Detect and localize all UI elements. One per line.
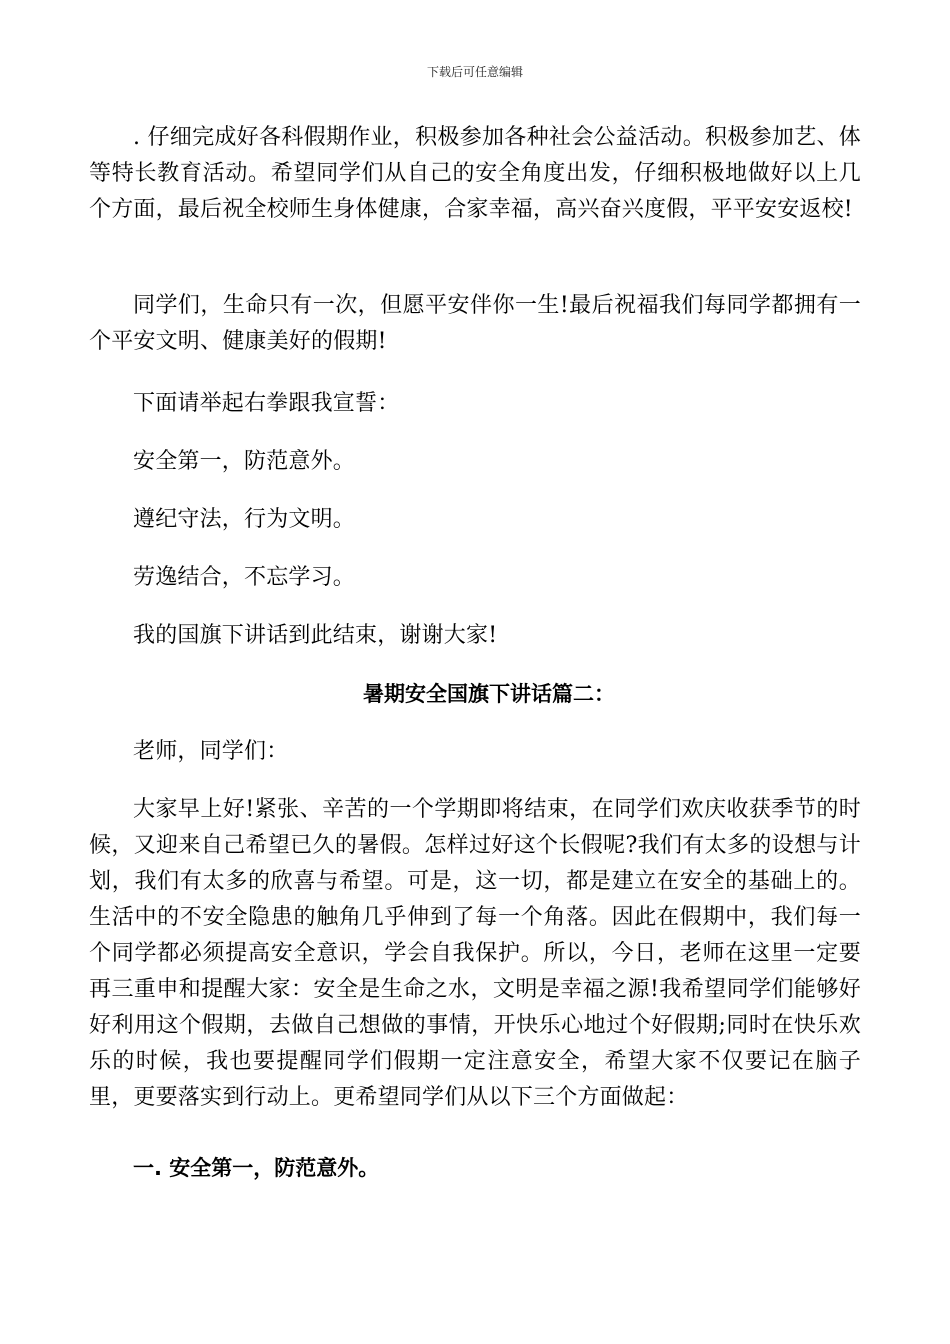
paragraph-2: 同学们，生命只有一次，但愿平安伴你一生!最后祝福我们每同学都拥有一个平安文明、健康美好的假期! [89,293,861,354]
paragraph-3: 下面请举起右拳跟我宣誓： [133,391,400,416]
subheading-1: 一. 安全第一，防范意外。 [133,1156,380,1180]
paragraph-1: . 仔细完成好各科假期作业，积极参加各种社会公益活动。积极参加艺、体等特长教育活动。希望同学们从自己的安全角度出发，仔细积极地做好以上几个方面，最后祝全校师生身体健康，合家幸福，高兴奋兴度假，平平安安返校! [89,125,861,222]
paragraph-7: 我的国旗下讲话到此结束，谢谢大家! [133,623,498,648]
paragraph-5: 遵纪守法，行为文明。 [133,507,356,532]
header-note: 下载后可任意编辑 [426,65,523,79]
paragraph-9: 大家早上好!紧张、辛苦的一个学期即将结束，在同学们欢庆收获季节的时候，又迎来自己希望已久的暑假。怎样过好这个长假呢?我们有太多的设想与计划，我们有太多的欣喜与希望。可是，这一切，都是建立在安全的基础上的。生活中的不安全隐患的触角几乎伸到了每一个角落。因此在假期中，我们每一个同学都必须提高安全意识，学会自我保护。所以，今日，老师在这里一定要再三重申和提醒大家：安全是生命之水，文明是幸福之源!我希望同学们能够好好利用这个假期，去做自己想做的事情，开快乐心地过个好假期;同时在快乐欢乐的时候，我也要提醒同学们假期一定注意安全，希望大家不仅要记在脑子里，更要落实到行动上。更希望同学们从以下三个方面做起： [89,797,861,1110]
paragraph-4: 安全第一，防范意外。 [133,449,356,474]
paragraph-6: 劳逸结合，不忘学习。 [133,565,356,590]
section-title: 暑期安全国旗下讲话篇二： [363,682,615,706]
paragraph-8: 老师，同学们： [133,739,289,764]
